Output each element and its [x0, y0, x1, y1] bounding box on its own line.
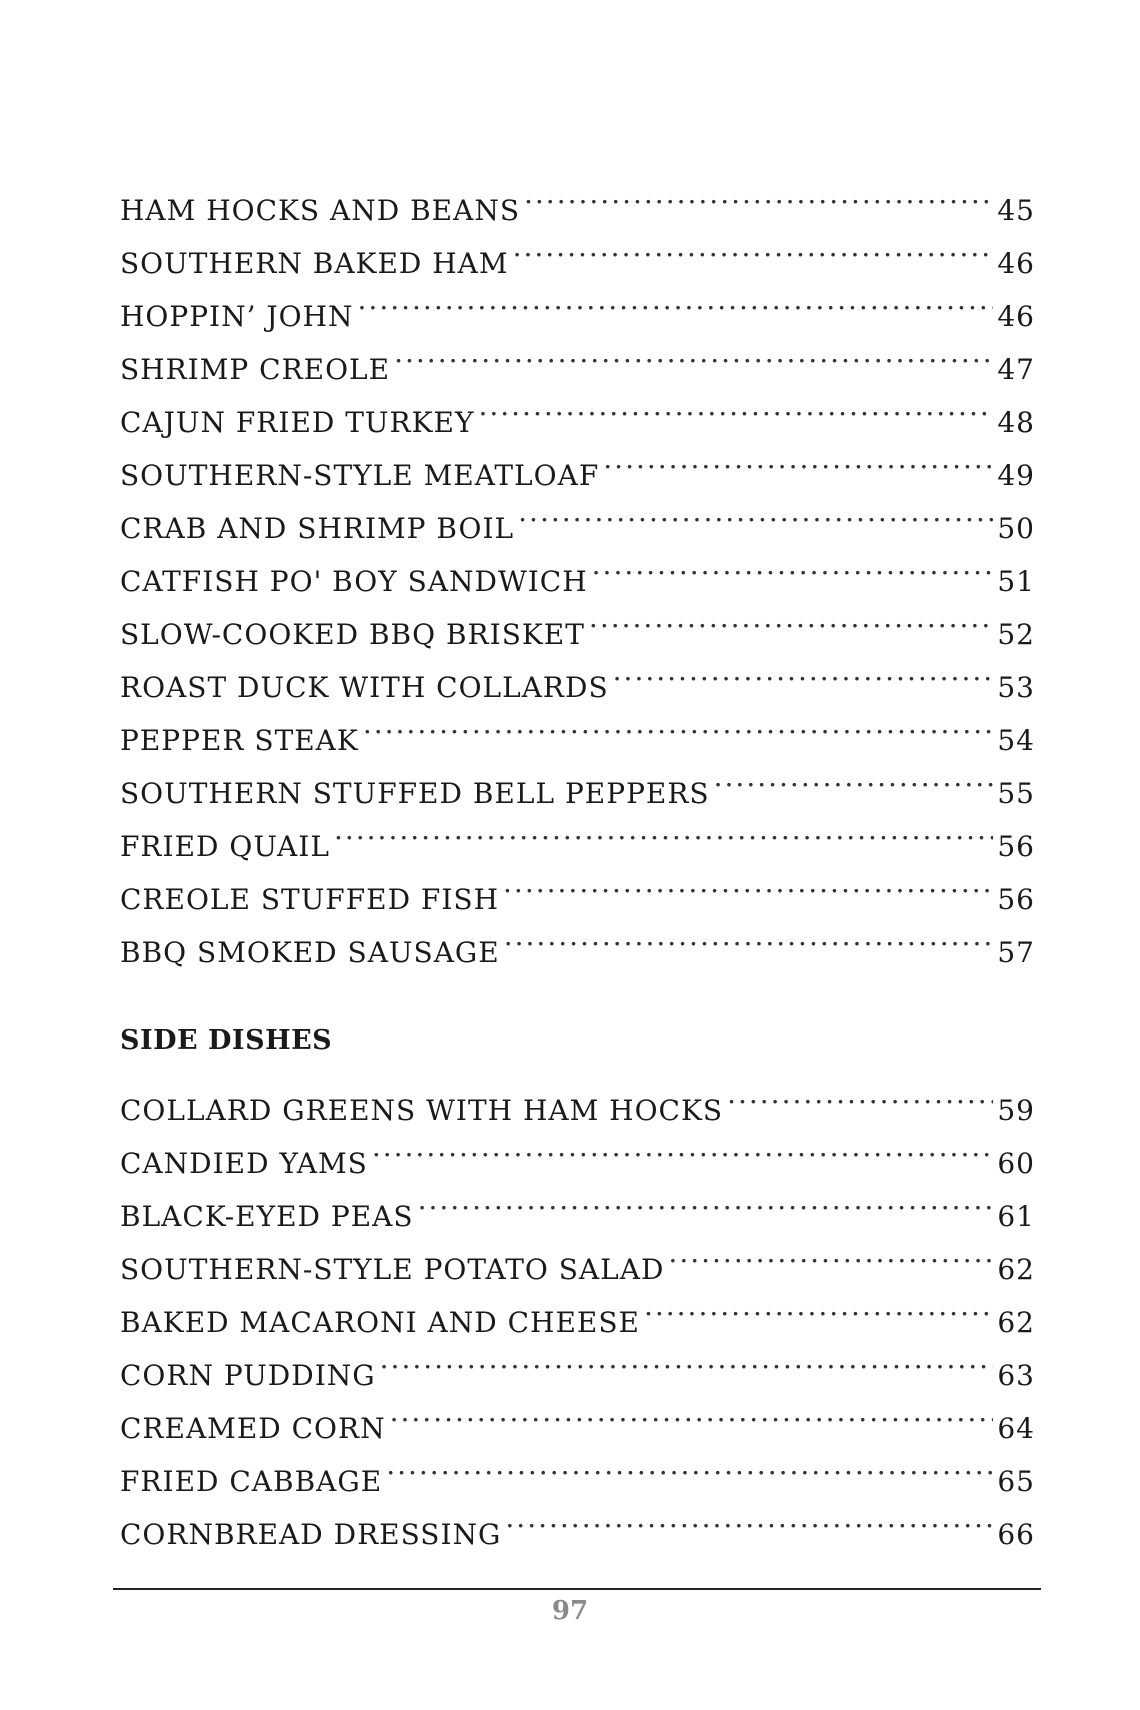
toc-entry-title: BBQ SMOKED SAUSAGE: [120, 936, 500, 969]
toc-entry-page: 60: [997, 1147, 1035, 1180]
toc-entry-title: BLACK-EYED PEAS: [120, 1200, 414, 1233]
toc-entry-title: CORNBREAD DRESSING: [120, 1518, 502, 1551]
toc-entry-page: 59: [997, 1094, 1035, 1127]
toc-entry-page: 63: [997, 1359, 1035, 1392]
toc-entry-title: CANDIED YAMS: [120, 1147, 368, 1180]
dot-leader: [358, 273, 994, 326]
toc-entry-title: CORN PUDDING: [120, 1359, 376, 1392]
dot-leader: [714, 750, 994, 803]
table-of-contents: [120, 167, 1035, 1551]
toc-entry-page: 55: [997, 777, 1035, 810]
footer-divider: [113, 1588, 1041, 1590]
toc-entry-page: 47: [997, 353, 1035, 386]
toc-entry-page: 49: [997, 459, 1035, 492]
page-number: 97: [551, 1596, 589, 1626]
toc-entry-title: CRAB AND SHRIMP BOIL: [120, 512, 515, 545]
toc-entry-page: 51: [997, 565, 1035, 598]
dot-leader: [363, 697, 994, 750]
toc-entry-title: SOUTHERN BAKED HAM: [120, 247, 509, 280]
toc-entry-title: FRIED CABBAGE: [120, 1465, 383, 1498]
toc-entry-title: SOUTHERN-STYLE POTATO SALAD: [120, 1253, 665, 1286]
toc-entry: [120, 167, 1035, 227]
dot-leader: [505, 1491, 993, 1544]
toc-entry-title: HAM HOCKS AND BEANS: [120, 194, 520, 227]
toc-entry: [120, 1067, 1035, 1127]
toc-entry-page: 57: [997, 936, 1035, 969]
toc-entry-title: CREOLE STUFFED FISH: [120, 883, 500, 916]
dot-leader: [727, 1067, 993, 1120]
toc-entry-title: SOUTHERN-STYLE MEATLOAF: [120, 459, 600, 492]
toc-entry-page: 66: [997, 1518, 1035, 1551]
dot-leader: [589, 591, 993, 644]
toc-entry-title: FRIED QUAIL: [120, 830, 330, 863]
dot-leader: [524, 167, 993, 220]
toc-entry-page: 50: [997, 512, 1035, 545]
dot-leader: [518, 485, 993, 538]
toc-entry-page: 65: [997, 1465, 1035, 1498]
dot-leader: [394, 326, 993, 379]
side-dishes-entries: [120, 1067, 1035, 1551]
dot-leader: [390, 1385, 994, 1438]
section-heading-side-dishes: SIDE DISHES: [120, 1025, 333, 1056]
toc-entry-page: 46: [997, 247, 1035, 280]
toc-entry-title: PEPPER STEAK: [120, 724, 359, 757]
dot-leader: [644, 1279, 993, 1332]
toc-entry-title: SHRIMP CREOLE: [120, 353, 391, 386]
toc-entry-title: HOPPIN’ JOHN: [120, 300, 354, 333]
dot-leader: [386, 1438, 993, 1491]
dot-leader: [478, 379, 993, 432]
dot-leader: [504, 909, 994, 962]
dot-leader: [613, 644, 994, 697]
toc-entry-title: SOUTHERN STUFFED BELL PEPPERS: [120, 777, 710, 810]
toc-entry-title: CREAMED CORN: [120, 1412, 386, 1445]
toc-entry-title: CATFISH PO' BOY SANDWICH: [120, 565, 588, 598]
toc-entry-title: SLOW-COOKED BBQ BRISKET: [120, 618, 585, 651]
main-dishes-entries: [120, 167, 1035, 969]
toc-entry-page: 61: [997, 1200, 1035, 1233]
dot-leader: [372, 1120, 994, 1173]
dot-leader: [592, 538, 994, 591]
toc-entry-page: 64: [997, 1412, 1035, 1445]
toc-entry-title: COLLARD GREENS WITH HAM HOCKS: [120, 1094, 724, 1127]
toc-entry-page: 56: [997, 883, 1035, 916]
toc-entry-page: 52: [997, 618, 1035, 651]
dot-leader: [603, 432, 993, 485]
toc-entry-page: 54: [997, 724, 1035, 757]
dot-leader: [503, 856, 993, 909]
toc-entry-page: 48: [997, 406, 1035, 439]
toc-entry-page: 45: [997, 194, 1035, 227]
toc-entry-page: 62: [997, 1306, 1035, 1339]
toc-entry-title: BAKED MACARONI AND CHEESE: [120, 1306, 640, 1339]
toc-entry-page: 62: [997, 1253, 1035, 1286]
dot-leader: [668, 1226, 993, 1279]
toc-entry-page: 46: [997, 300, 1035, 333]
dot-leader: [334, 803, 993, 856]
toc-entry-title: ROAST DUCK WITH COLLARDS: [120, 671, 609, 704]
dot-leader: [418, 1173, 994, 1226]
toc-entry-title: CAJUN FRIED TURKEY: [120, 406, 475, 439]
dot-leader: [513, 220, 994, 273]
dot-leader: [380, 1332, 994, 1385]
toc-entry-page: 53: [997, 671, 1035, 704]
toc-entry-page: 56: [997, 830, 1035, 863]
